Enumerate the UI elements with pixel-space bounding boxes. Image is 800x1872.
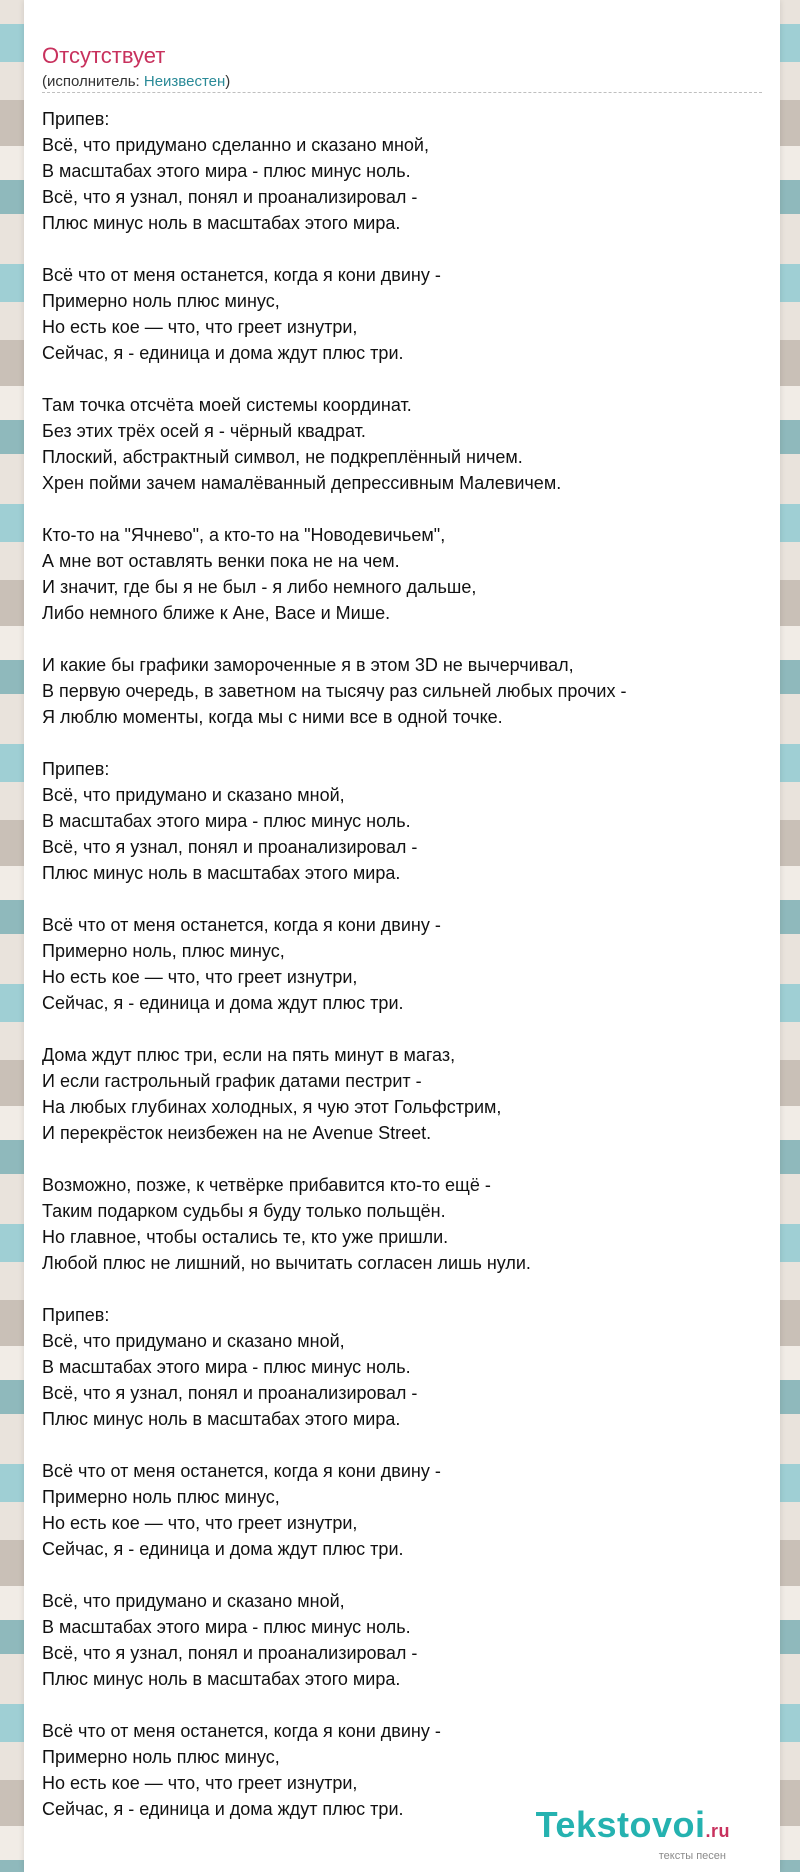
lyric-line: И значит, где бы я не был - я либо немного дальше, bbox=[42, 577, 477, 597]
lyric-line: Сейчас, я - единица и дома ждут плюс три. bbox=[42, 1799, 404, 1819]
stanza-gap bbox=[42, 1562, 762, 1588]
lyric-line: Всё, что я узнал, понял и проанализировал - bbox=[42, 837, 418, 857]
stanza-gap bbox=[42, 366, 762, 392]
lyric-line: Плюс минус ноль в масштабах этого мира. bbox=[42, 1669, 401, 1689]
lyric-line: Сейчас, я - единица и дома ждут плюс три. bbox=[42, 993, 404, 1013]
lyric-line: Всё, что я узнал, понял и проанализировал - bbox=[42, 187, 418, 207]
lyric-line: На любых глубинах холодных, я чую этот Гольфстрим, bbox=[42, 1097, 502, 1117]
stanza-gap bbox=[42, 626, 762, 652]
logo-tld: .ru bbox=[705, 1821, 730, 1841]
lyric-line: В первую очередь, в заветном на тысячу раз сильней любых прочих - bbox=[42, 681, 627, 701]
lyric-line: Кто-то на "Ячнево", а кто-то на "Новодевичьем", bbox=[42, 525, 446, 545]
stanza-gap bbox=[42, 1276, 762, 1302]
lyric-line: И какие бы графики замороченные я в этом 3D не вычерчивал, bbox=[42, 655, 574, 675]
lyric-line: Но есть кое — что, что греет изнутри, bbox=[42, 1773, 358, 1793]
stanza-gap bbox=[42, 236, 762, 262]
lyric-line: И если гастрольный график датами пестрит - bbox=[42, 1071, 422, 1091]
stanza-gap bbox=[42, 730, 762, 756]
lyric-line: Всё, что я узнал, понял и проанализировал - bbox=[42, 1383, 418, 1403]
lyric-line: Хрен пойми зачем намалёванный депрессивным Малевичем. bbox=[42, 473, 562, 493]
stanza-gap bbox=[42, 886, 762, 912]
lyric-line: Припев: bbox=[42, 1305, 110, 1325]
lyric-line: В масштабах этого мира - плюс минус ноль. bbox=[42, 161, 411, 181]
stanza-gap bbox=[42, 1692, 762, 1718]
song-title: Отсутствует bbox=[42, 43, 166, 68]
lyric-line: Всё, что придумано и сказано мной, bbox=[42, 1331, 345, 1351]
lyric-line: Всё, что я узнал, понял и проанализировал - bbox=[42, 1643, 418, 1663]
lyric-line: Но есть кое — что, что греет изнутри, bbox=[42, 967, 358, 987]
lyric-line: Но главное, чтобы остались те, кто уже пришли. bbox=[42, 1227, 449, 1247]
stanza-gap bbox=[42, 496, 762, 522]
lyric-line: Но есть кое — что, что греет изнутри, bbox=[42, 317, 358, 337]
lyric-line: А мне вот оставлять венки пока не на чем. bbox=[42, 551, 400, 571]
header-divider bbox=[42, 92, 762, 93]
lyric-line: Всё что от меня останется, когда я кони двину - bbox=[42, 265, 441, 285]
lyric-line: Плоский, абстрактный символ, не подкреплённый ничем. bbox=[42, 447, 523, 467]
lyric-line: В масштабах этого мира - плюс минус ноль. bbox=[42, 1357, 411, 1377]
stanza-gap bbox=[42, 1146, 762, 1172]
lyric-line: Там точка отсчёта моей системы координат. bbox=[42, 395, 412, 415]
lyric-line: Примерно ноль плюс минус, bbox=[42, 1747, 280, 1767]
lyric-line: Примерно ноль плюс минус, bbox=[42, 1487, 280, 1507]
stanza-gap bbox=[42, 1432, 762, 1458]
lyric-line: Плюс минус ноль в масштабах этого мира. bbox=[42, 213, 401, 233]
artist-link[interactable]: Неизвестен bbox=[143, 73, 226, 90]
lyric-line: Всё, что придумано сделанно и сказано мной, bbox=[42, 135, 429, 155]
lyric-line: Плюс минус ноль в масштабах этого мира. bbox=[42, 863, 401, 883]
lyric-line: Таким подарком судьбы я буду только польщён. bbox=[42, 1201, 446, 1221]
lyric-line: Примерно ноль плюс минус, bbox=[42, 291, 280, 311]
artist-suffix: ) bbox=[225, 73, 231, 90]
lyric-line: Всё что от меня останется, когда я кони двину - bbox=[42, 915, 441, 935]
lyric-line: Возможно, позже, к четвёрке прибавится кто-то ещё - bbox=[42, 1175, 491, 1195]
lyric-line: Всё что от меня останется, когда я кони двину - bbox=[42, 1461, 441, 1481]
lyric-line: Припев: bbox=[42, 109, 110, 129]
lyric-line: Припев: bbox=[42, 759, 110, 779]
lyric-line: Сейчас, я - единица и дома ждут плюс три. bbox=[42, 1539, 404, 1559]
lyric-line: Любой плюс не лишний, но вычитать согласен лишь нули. bbox=[42, 1253, 531, 1273]
lyric-line: В масштабах этого мира - плюс минус ноль. bbox=[42, 811, 411, 831]
lyric-line: Примерно ноль, плюс минус, bbox=[42, 941, 285, 961]
lyric-line: Всё что от меня останется, когда я кони двину - bbox=[42, 1721, 441, 1741]
lyrics-sheet bbox=[24, 0, 780, 1872]
lyric-line: Я люблю моменты, когда мы с ними все в одной точке. bbox=[42, 707, 503, 727]
logo-wordmark bbox=[535, 1804, 730, 1849]
lyric-line: Плюс минус ноль в масштабах этого мира. bbox=[42, 1409, 401, 1429]
lyric-line: Всё, что придумано и сказано мной, bbox=[42, 785, 345, 805]
lyric-line: Дома ждут плюс три, если на пять минут в магаз, bbox=[42, 1045, 456, 1065]
stanza-gap bbox=[42, 1016, 762, 1042]
lyric-line: И перекрёсток неизбежен на не Avenue Street. bbox=[42, 1123, 432, 1143]
logo-tagline: тексты песен bbox=[658, 1850, 726, 1862]
site-logo[interactable] bbox=[535, 1804, 730, 1862]
lyric-line: Всё, что придумано и сказано мной, bbox=[42, 1591, 345, 1611]
lyric-line: Либо немного ближе к Ане, Васе и Мише. bbox=[42, 603, 391, 623]
lyric-line: Но есть кое — что, что греет изнутри, bbox=[42, 1513, 358, 1533]
artist-line bbox=[42, 72, 230, 92]
lyric-line: Сейчас, я - единица и дома ждут плюс три. bbox=[42, 343, 404, 363]
lyric-line: Без этих трёх осей я - чёрный квадрат. bbox=[42, 421, 366, 441]
lyric-line: В масштабах этого мира - плюс минус ноль. bbox=[42, 1617, 411, 1637]
lyrics-text bbox=[42, 106, 762, 1822]
logo-main-text: Tekstovoi bbox=[535, 1804, 706, 1845]
artist-prefix: (исполнитель: bbox=[42, 73, 144, 90]
